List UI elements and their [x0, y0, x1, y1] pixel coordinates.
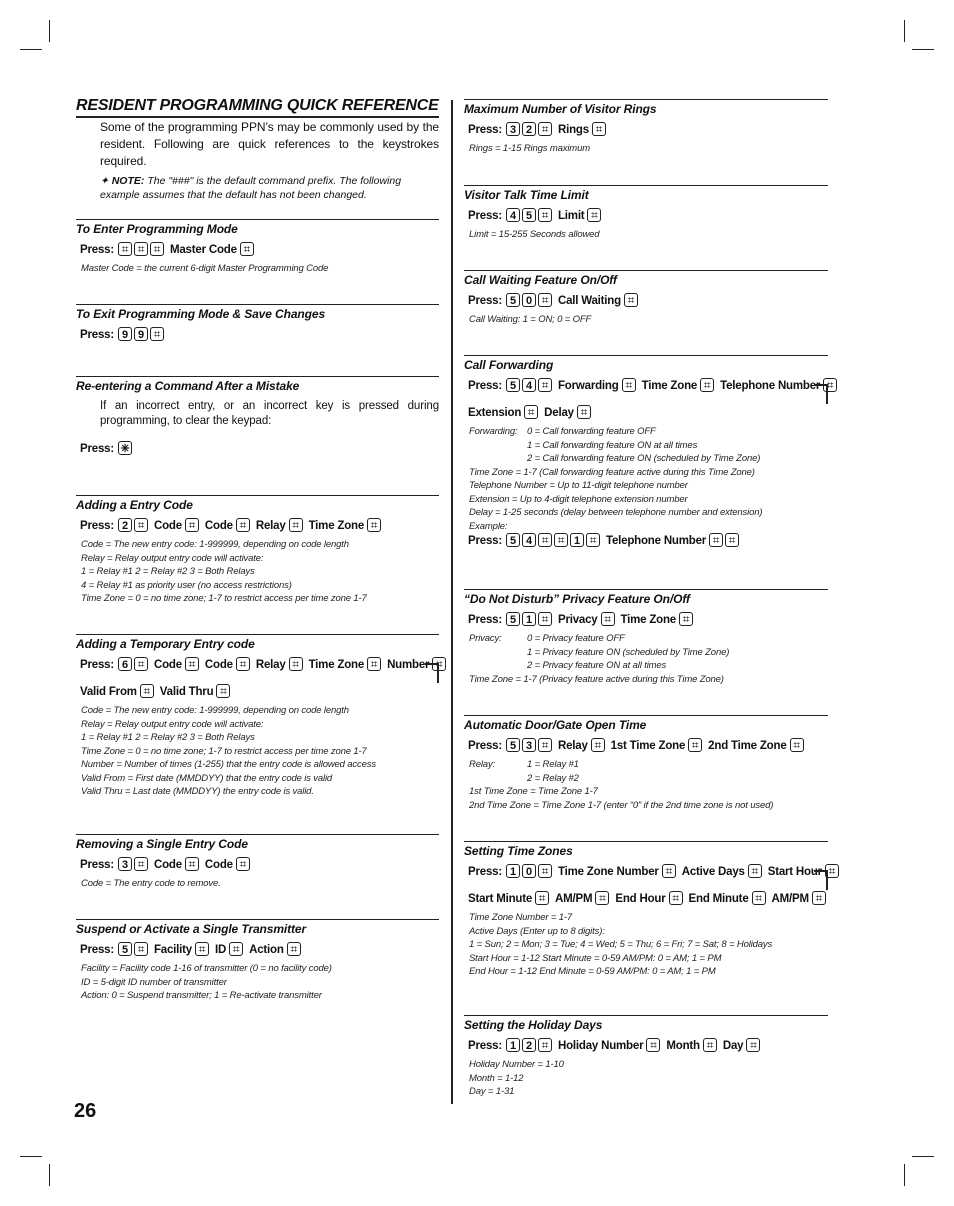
crop-mark [912, 49, 934, 50]
param-word: 2nd Time Zone [708, 740, 787, 752]
press-line [80, 656, 443, 674]
press-label: Press: [468, 740, 502, 752]
hash-key: ⌗ [195, 942, 209, 956]
note-line: Valid From = First date (MMDDYY) that the entry code is valid [81, 772, 333, 784]
note-value: 1 = Relay #1 [527, 759, 579, 770]
note-value: 2 = Relay #2 [527, 772, 579, 784]
press-label: Press: [80, 329, 114, 341]
press-label: Press: [80, 443, 114, 455]
body-text: If an incorrect entry, or an incorrect key is pressed during programming, to clear the keypad: [100, 400, 439, 427]
note-line: Code = The new entry code: 1-999999, depending on code length [81, 539, 349, 550]
hash-key: ⌗ [586, 533, 600, 547]
section-time-zones [464, 841, 836, 979]
digit-key: 0 [522, 293, 536, 307]
continuation-bracket [814, 870, 828, 890]
param-word: Valid Thru [159, 686, 214, 698]
hash-key: ⌗ [624, 293, 638, 307]
hash-key: ⌗ [700, 378, 714, 392]
note-line: Action: 0 = Suspend transmitter; 1 = Re-activate transmitter [81, 990, 322, 1001]
digit-key: 2 [522, 1038, 536, 1052]
section-title: Setting Time Zones [464, 841, 828, 858]
digit-key: 9 [118, 327, 132, 341]
hash-key: ⌗ [587, 208, 601, 222]
hash-key: ⌗ [622, 378, 636, 392]
note-line: 4 = Relay #1 as priority user (no access restrictions) [81, 579, 292, 591]
param-word: Call Waiting [557, 295, 621, 307]
note-line: Time Zone Number = 1-7 [469, 912, 573, 923]
section-suspend-transmitter [76, 919, 439, 1003]
section-visitor-rings [464, 99, 828, 156]
param-word: Code [204, 659, 233, 671]
press-label: Press: [468, 380, 502, 392]
hash-key: ⌗ [432, 657, 446, 671]
section-title: Adding a Temporary Entry code [76, 634, 439, 651]
note-key: Forwarding: [469, 426, 518, 437]
hash-key: ⌗ [823, 378, 837, 392]
note-line [469, 439, 828, 453]
param-word: Time Zone [641, 380, 698, 392]
hash-key: ⌗ [150, 242, 164, 256]
digit-key: 3 [118, 857, 132, 871]
section-holiday-days [464, 1015, 828, 1099]
param-word: Privacy [557, 614, 598, 626]
continued-line [464, 863, 836, 881]
digit-key: 5 [506, 612, 520, 626]
section-title: Visitor Talk Time Limit [464, 185, 828, 202]
hash-key: ⌗ [134, 942, 148, 956]
param-word: Time Zone [308, 520, 365, 532]
press-label: Press: [468, 614, 502, 626]
crop-mark [912, 1156, 934, 1157]
hash-key: ⌗ [812, 891, 826, 905]
hash-key: ⌗ [577, 405, 591, 419]
digit-key: 9 [134, 327, 148, 341]
section-title: To Enter Programming Mode [76, 219, 439, 236]
hash-key: ⌗ [592, 122, 606, 136]
hash-key: ⌗ [538, 293, 552, 307]
hash-key: ⌗ [236, 857, 250, 871]
section-title: Suspend or Activate a Single Transmitter [76, 919, 439, 936]
section-call-waiting [464, 270, 828, 327]
note-line: Day = 1-31 [469, 1086, 515, 1097]
param-word: Facility [153, 944, 192, 956]
press-label: Press: [468, 1040, 502, 1052]
note-value: 1 = Call forwarding feature ON at all times [527, 439, 698, 451]
hash-key: ⌗ [752, 891, 766, 905]
continuation-bracket [814, 384, 828, 404]
press-line [468, 1038, 828, 1055]
hash-key: ⌗ [185, 857, 199, 871]
note-line: Valid Thru = Last date (MMDDYY) the entry code is valid. [81, 786, 314, 797]
hash-key: ⌗ [134, 242, 148, 256]
page-number: 26 [74, 1100, 97, 1122]
digit-key: 5 [522, 208, 536, 222]
hash-key: ⌗ [185, 657, 199, 671]
intro-block [76, 119, 439, 202]
hash-key: ⌗ [236, 518, 250, 532]
press-label: Press: [468, 535, 502, 547]
note-key: Privacy: [469, 633, 502, 644]
digit-key: 5 [118, 942, 132, 956]
section-reentering [76, 376, 439, 458]
note-line: End Hour = 1-12 End Minute = 0-59 AM/PM: 0 = AM; 1 = PM [469, 966, 716, 977]
note-line: Active Days (Enter up to 8 digits): [469, 925, 605, 937]
param-word: Start Minute [468, 893, 533, 905]
crop-mark [49, 1164, 50, 1186]
hash-key: ⌗ [524, 405, 538, 419]
section-remove-entry-code [76, 834, 439, 891]
press-line [468, 738, 828, 755]
press-line [468, 891, 828, 908]
press-line [80, 857, 439, 874]
note-line: Example: [469, 520, 508, 532]
digit-key: 0 [522, 864, 536, 878]
hash-key: ⌗ [746, 1038, 760, 1052]
hash-key: ⌗ [287, 942, 301, 956]
note-line: 1st Time Zone = Time Zone 1-7 [469, 786, 598, 797]
hash-key: ⌗ [709, 533, 723, 547]
param-word: Telephone Number [720, 380, 821, 392]
param-word: Relay [255, 520, 286, 532]
note-line [469, 452, 828, 466]
note-value: 0 = Privacy feature OFF [527, 633, 625, 644]
press-line [468, 533, 828, 550]
section-talk-time [464, 185, 828, 242]
note-line [469, 772, 828, 786]
digit-key: 4 [522, 533, 536, 547]
param-word: Extension [468, 407, 522, 419]
digit-key: 1 [522, 612, 536, 626]
section-title: Call Waiting Feature On/Off [464, 270, 828, 287]
crop-mark [49, 20, 50, 42]
section-title: Maximum Number of Visitor Rings [464, 99, 828, 116]
press-line [468, 405, 828, 422]
note-line: Month = 1-12 [469, 1072, 524, 1084]
section-add-entry-code [76, 495, 439, 606]
hash-key: ⌗ [688, 738, 702, 752]
note-line: Delay = 1-25 seconds (delay between telephone number and extension) [469, 507, 763, 518]
hash-key: ⌗ [538, 738, 552, 752]
note-text: The "###" is the default command prefix. The following example assumes that the default has not been changed. [100, 175, 402, 201]
note-line: Start Hour = 1-12 Start Minute = 0-59 AM/PM: 0 = AM; 1 = PM [469, 952, 722, 964]
hash-key: ⌗ [289, 518, 303, 532]
param-word: Code [204, 520, 233, 532]
hash-key: ⌗ [679, 612, 693, 626]
hash-key: ⌗ [669, 891, 683, 905]
hash-key: ⌗ [535, 891, 549, 905]
star-key: ✳ [118, 441, 132, 455]
digit-key: 4 [522, 378, 536, 392]
note-value: 0 = Call forwarding feature OFF [527, 426, 656, 437]
note-line [469, 632, 828, 646]
section-title: Adding a Entry Code [76, 495, 439, 512]
section-title: Call Forwarding [464, 355, 828, 372]
param-word: Action [249, 944, 284, 956]
press-line [468, 863, 836, 881]
note-line [469, 758, 828, 772]
note-line: Number = Number of times (1-255) that the entry code is allowed access [81, 759, 376, 770]
digit-key: 3 [506, 122, 520, 136]
press-label: Press: [80, 244, 114, 256]
param-word: Valid From [80, 686, 137, 698]
note-line: Relay = Relay output entry code will activate: [81, 718, 264, 730]
section-enter-programming [76, 219, 439, 276]
note-value: 2 = Privacy feature ON at all times [527, 660, 667, 671]
press-label: Press: [468, 866, 502, 878]
note-line: Rings = 1-15 Rings maximum [469, 143, 590, 154]
page-title: RESIDENT PROGRAMMING QUICK REFERENCE [76, 97, 439, 118]
param-word: Month [666, 1040, 700, 1052]
press-label: Press: [80, 520, 114, 532]
note-line: Code = The new entry code: 1-999999, depending on code length [81, 705, 349, 716]
section-add-temporary-code [76, 634, 443, 799]
param-word: Day [722, 1040, 744, 1052]
crop-mark [904, 1164, 905, 1186]
param-word: 1st Time Zone [610, 740, 686, 752]
press-line [468, 208, 828, 225]
press-line [80, 684, 439, 701]
hash-key: ⌗ [150, 327, 164, 341]
hash-key: ⌗ [367, 518, 381, 532]
digit-key: 1 [506, 1038, 520, 1052]
press-line [80, 242, 439, 259]
hash-key: ⌗ [554, 533, 568, 547]
hash-key: ⌗ [601, 612, 615, 626]
hash-key: ⌗ [646, 1038, 660, 1052]
note-line [469, 659, 828, 673]
note-line: Time Zone = 1-7 (Call forwarding feature active during this Time Zone) [469, 466, 755, 478]
hash-key: ⌗ [790, 738, 804, 752]
section-title: Setting the Holiday Days [464, 1015, 828, 1032]
section-exit-programming [76, 304, 439, 344]
digit-key: 2 [118, 518, 132, 532]
note-key: Relay: [469, 759, 496, 770]
press-label: Press: [80, 859, 114, 871]
hash-key: ⌗ [538, 864, 552, 878]
note-line: 2nd Time Zone = Time Zone 1-7 (enter “0” if the 2nd time zone is not used) [469, 799, 774, 811]
hash-key: ⌗ [591, 738, 605, 752]
crop-mark [904, 20, 905, 42]
param-word: Forwarding [557, 380, 619, 392]
hash-key: ⌗ [725, 533, 739, 547]
param-word: Time Zone [308, 659, 365, 671]
digit-key: 1 [570, 533, 584, 547]
param-word: Active Days [681, 866, 745, 878]
param-word: Code [153, 859, 182, 871]
hash-key: ⌗ [216, 684, 230, 698]
press-line [80, 518, 439, 535]
param-word: Number [387, 659, 430, 671]
note-line: 1 = Sun; 2 = Mon; 3 = Tue; 4 = Wed; 5 = Thu; 6 = Fri; 7 = Sat; 8 = Holidays [469, 939, 773, 950]
note-line: Call Waiting: 1 = ON; 0 = OFF [469, 314, 592, 325]
hash-key: ⌗ [140, 684, 154, 698]
press-label: Press: [468, 295, 502, 307]
param-word: Limit [557, 210, 585, 222]
param-word: Telephone Number [605, 535, 707, 547]
note-line: Time Zone = 1-7 (Privacy feature active during this Time Zone) [469, 673, 724, 685]
digit-key: 2 [522, 122, 536, 136]
note-line: Relay = Relay output entry code will activate: [81, 552, 264, 564]
hash-key: ⌗ [538, 612, 552, 626]
digit-key: 3 [522, 738, 536, 752]
note-line: Code = The entry code to remove. [81, 878, 221, 889]
press-line [468, 612, 828, 629]
note-line: Limit = 15-255 Seconds allowed [469, 229, 600, 240]
note-line: 1 = Relay #1 2 = Relay #2 3 = Both Relays [81, 566, 255, 577]
note-line: Facility = Facility code 1-16 of transmitter (0 = no facility code) [81, 963, 332, 974]
hash-key: ⌗ [595, 891, 609, 905]
hash-key: ⌗ [748, 864, 762, 878]
param-word: Master Code [169, 244, 237, 256]
continued-line [76, 656, 443, 674]
section-title: “Do Not Disturb” Privacy Feature On/Off [464, 589, 828, 606]
hash-key: ⌗ [538, 208, 552, 222]
continued-line [464, 377, 834, 395]
press-label: Press: [80, 659, 114, 671]
section-title: To Exit Programming Mode & Save Changes [76, 304, 439, 321]
press-label: Press: [468, 210, 502, 222]
press-line [80, 327, 439, 344]
section-door-open-time [464, 715, 828, 812]
hash-key: ⌗ [538, 378, 552, 392]
press-line [80, 441, 439, 458]
param-word: End Hour [615, 893, 666, 905]
note-line: 1 = Relay #1 2 = Relay #2 3 = Both Relays [81, 732, 255, 743]
note-line: Time Zone = 0 = no time zone; 1-7 to restrict access per time zone 1-7 [81, 745, 367, 757]
note-line [469, 425, 828, 439]
hash-key: ⌗ [185, 518, 199, 532]
hash-key: ⌗ [229, 942, 243, 956]
continuation-bracket [425, 663, 439, 683]
digit-key: 5 [506, 738, 520, 752]
param-word: ID [215, 944, 227, 956]
hash-key: ⌗ [240, 242, 254, 256]
digit-key: 1 [506, 864, 520, 878]
note-line: Holiday Number = 1-10 [469, 1059, 564, 1070]
section-do-not-disturb [464, 589, 828, 686]
digit-key: 5 [506, 533, 520, 547]
press-label: Press: [468, 124, 502, 136]
note-line: Master Code = the current 6-digit Master Programming Code [81, 263, 329, 274]
intro-text: Some of the programming PPN’s may be commonly used by the resident. Following are quick references to the keystrokes required. [100, 120, 439, 168]
note-line: ID = 5-digit ID number of transmitter [81, 976, 227, 988]
press-line [80, 942, 439, 959]
press-line [468, 122, 828, 139]
note-line: Extension = Up to 4-digit telephone extension number [469, 493, 688, 505]
param-word: Code [153, 659, 182, 671]
column-divider [451, 100, 453, 1104]
hash-key: ⌗ [134, 857, 148, 871]
param-word: Time Zone [620, 614, 676, 626]
note-label: NOTE: [111, 175, 145, 187]
param-word: Holiday Number [557, 1040, 644, 1052]
crop-mark [20, 1156, 42, 1157]
crop-mark [20, 49, 42, 50]
press-label: Press: [80, 944, 114, 956]
hash-key: ⌗ [367, 657, 381, 671]
digit-key: 5 [506, 293, 520, 307]
press-line [468, 293, 828, 310]
param-word: Delay [544, 407, 574, 419]
note-value: 2 = Call forwarding feature ON (scheduled by Time Zone) [527, 453, 761, 464]
param-word: Rings [557, 124, 589, 136]
param-word: Code [153, 520, 182, 532]
hash-key: ⌗ [134, 518, 148, 532]
hash-key: ⌗ [662, 864, 676, 878]
hash-key: ⌗ [538, 533, 552, 547]
section-title: Re-entering a Command After a Mistake [76, 376, 439, 393]
hash-key: ⌗ [134, 657, 148, 671]
hash-key: ⌗ [703, 1038, 717, 1052]
note: ✦ NOTE: The "###" is the default command prefix. The following example assumes that the default has not been changed. [100, 175, 402, 201]
hash-key: ⌗ [236, 657, 250, 671]
note-line: Time Zone = 0 = no time zone; 1-7 to restrict access per time zone 1-7 [81, 593, 367, 604]
digit-key: 6 [118, 657, 132, 671]
param-word: Time Zone Number [557, 866, 659, 878]
hash-key: ⌗ [538, 122, 552, 136]
hash-key: ⌗ [289, 657, 303, 671]
note-value: 1 = Privacy feature ON (scheduled by Time Zone) [527, 646, 730, 658]
hash-key: ⌗ [825, 864, 839, 878]
note-line: Telephone Number = Up to 11-digit telephone number [469, 480, 688, 491]
digit-key: 5 [506, 378, 520, 392]
hash-key: ⌗ [538, 1038, 552, 1052]
param-word: AM/PM [771, 893, 809, 905]
section-title: Removing a Single Entry Code [76, 834, 439, 851]
hash-key: ⌗ [118, 242, 132, 256]
section-call-forwarding [464, 355, 834, 550]
note-line [469, 646, 828, 660]
param-word: Code [204, 859, 233, 871]
param-word: Start Hour [767, 866, 822, 878]
digit-key: 4 [506, 208, 520, 222]
param-word: AM/PM [555, 893, 593, 905]
press-line [468, 377, 834, 395]
param-word: End Minute [688, 893, 749, 905]
param-word: Relay [557, 740, 588, 752]
section-title: Automatic Door/Gate Open Time [464, 715, 828, 732]
param-word: Relay [255, 659, 286, 671]
